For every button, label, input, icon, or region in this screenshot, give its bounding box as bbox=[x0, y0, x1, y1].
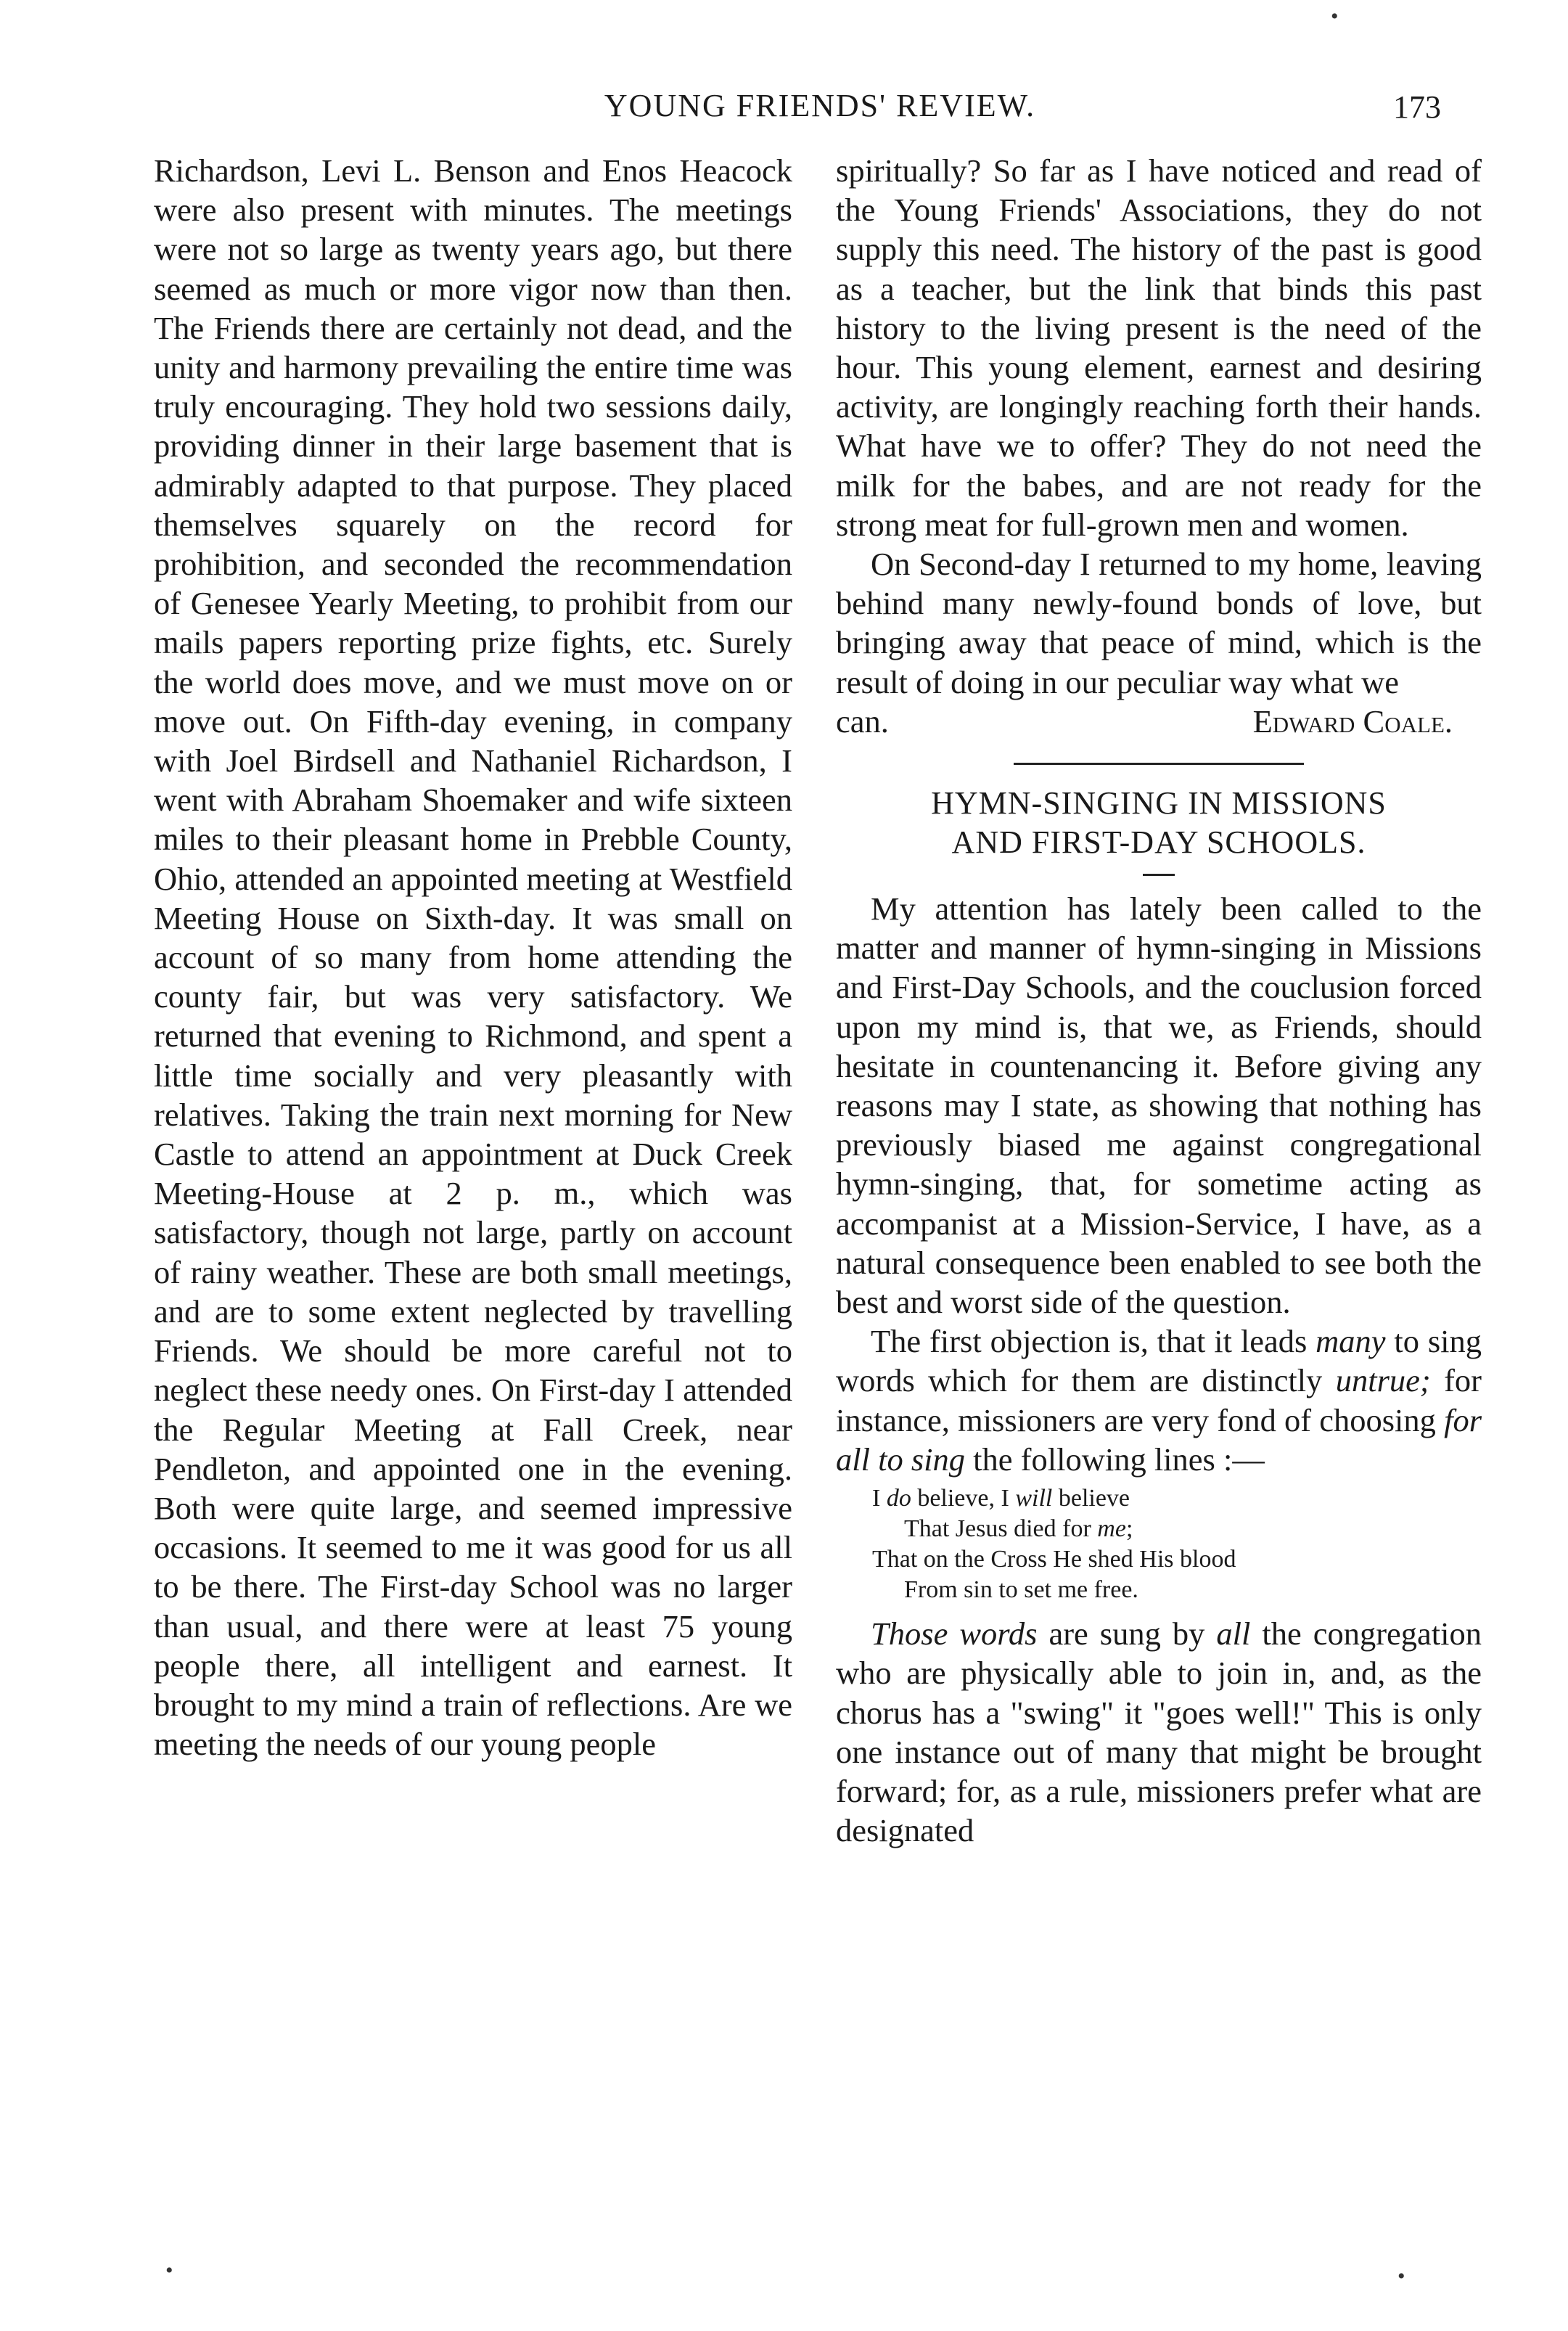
p2-text-b: to sing words which for them are distinctly bbox=[836, 1323, 1482, 1399]
print-speck: • bbox=[165, 2258, 173, 2282]
print-speck: • bbox=[1331, 4, 1339, 28]
p2-text-c: for instance, missioners are very fond of choosing bbox=[836, 1362, 1482, 1438]
article-title-line-2: AND FIRST-DAY SCHOOLS. bbox=[951, 824, 1366, 861]
title-divider bbox=[1143, 874, 1175, 876]
hymn-verse bbox=[872, 1483, 1482, 1605]
author-signature: Edward Coale. bbox=[1252, 702, 1453, 740]
journal-title: YOUNG FRIENDS' REVIEW. bbox=[604, 88, 1036, 123]
verse-2a: That Jesus died for bbox=[904, 1515, 1091, 1543]
p2-emphasis-for-all: for all to sing bbox=[836, 1401, 1482, 1478]
p2-text-d: the following lines :— bbox=[973, 1441, 1265, 1478]
p3-text-a: are sung by bbox=[1048, 1615, 1205, 1652]
p3-text-b: the congregation who are physically able to join in, and, as the chorus has a "swing" it "goes well!" This is only one instance out of many that might be brought forward; for, as a rule, missioners prefer what are designated bbox=[836, 1615, 1482, 1849]
article-title-line-1: HYMN-SINGING IN MISSIONS bbox=[931, 785, 1387, 822]
verse-2b: ; bbox=[1125, 1515, 1133, 1543]
verse-1b: believe, I bbox=[917, 1485, 1009, 1512]
article-paragraph-2 bbox=[836, 1322, 1482, 1479]
closing-text: On Second-day I returned to my home, leaving behind many newly-found bonds of love, but bringing away that peace of mind, which is the result of doing in our peculiar way what we bbox=[836, 546, 1482, 700]
section-divider bbox=[1014, 763, 1304, 765]
signoff-line bbox=[836, 702, 1482, 741]
page-number: 173 bbox=[1393, 89, 1441, 125]
verse-1-do: do bbox=[886, 1485, 911, 1512]
running-head bbox=[0, 87, 1568, 131]
verse-line-4: From sin to set me free. bbox=[904, 1576, 1138, 1604]
verse-line-3: That on the Cross He shed His blood bbox=[872, 1546, 1236, 1573]
p2-emphasis-untrue: untrue; bbox=[1335, 1362, 1431, 1399]
p3-emphasis-all: all bbox=[1216, 1615, 1251, 1652]
print-speck: • bbox=[1397, 2264, 1405, 2288]
verse-1a: I bbox=[872, 1485, 881, 1512]
travel-report-paragraph: Richardson, Levi L. Benson and Enos Heacock were also present with minutes. The meetings were not so large as twenty years ago, but there seemed as much or more vigor now than then. The Friends there are certainly not dead, and the unity and harmony prevailing the entire time was truly encouraging. They hold two sessions daily, providing dinner in their large basement that is admirably adapted to that purpose. They placed themselves squarely on the record for prohibition, and seconded the recommendation of Genesee Yearly Meeting, to prohibit from our mails papers reporting prize fights, etc. Surely the world does move, and we must move on or move out. On Fifth-day evening, in company with Joel Birdsell and Nathaniel Richardson, I went with Abraham Shoemaker and wife sixteen miles to their pleasant home in Prebble County, Ohio, attended an appointed meeting at Westfield Meeting House on Sixth-day. It was small on account of so many from home attending the county fair, but was very satisfactory. We returned that evening to Richmond, and spent a little time socially and very pleasantly with relatives. Taking the train next morning for New Castle to attend an appointment at Duck Creek Meeting-House at 2 p. m., which was satisfactory, though not large, partly on account of rainy weather. These are both small meetings, and are to some extent neglected by travelling Friends. We should be more careful not to neglect these needy ones. On First-day I attended the Regular Meeting at Fall Creek, near Pendleton, and appointed one in the evening. Both were quite large, and seemed impressive occasions. It seemed to me it was good for us all to be there. The First-day School was no larger than usual, and there were at least 75 young people there, all intelligent and earnest. It brought to my mind a train of reflections. Are we meeting the needs of our young people bbox=[154, 152, 792, 1763]
verse-1c: believe bbox=[1058, 1485, 1130, 1512]
closing-last-word: can. bbox=[836, 702, 889, 740]
article-paragraph-3 bbox=[836, 1614, 1482, 1850]
verse-2-me: me bbox=[1097, 1515, 1126, 1543]
right-column bbox=[836, 151, 1482, 1850]
verse-line-2 bbox=[872, 1514, 1482, 1544]
verse-line-1 bbox=[872, 1483, 1482, 1514]
p2-emphasis-many: many bbox=[1315, 1323, 1386, 1360]
p2-text-a: The first objection is, that it leads bbox=[871, 1323, 1308, 1360]
closing-paragraph bbox=[836, 544, 1482, 702]
article-paragraph-1: My attention has lately been called to the matter and manner of hymn-singing in Missions and First-Day Schools, and the couclusion forced upon my mind is, that we, as Friends, should hesitate in countenancing it. Before giving any reasons may I state, as showing that nothing has previously biased me against congregational hymn-singing, that, for sometime acting as accompanist at a Mission-Service, I have, as a natural consequence been enabled to see both the best and worst side of the question. bbox=[836, 890, 1482, 1321]
continuation-paragraph: spiritually? So far as I have noticed and read of the Young Friends' Associations, they do not supply this need. The history of the past is good as a teacher, but the link that binds this past history to the living present is the need of the hour. This young element, earnest and desiring activity, are longingly reaching forth their hands. What have we to offer? They do not need the milk for the babes, and are not ready for the strong meat for full-grown men and women. bbox=[836, 152, 1482, 543]
p3-emphasis-those-words: Those words bbox=[871, 1615, 1038, 1652]
verse-1-will: will bbox=[1015, 1485, 1053, 1512]
left-column bbox=[154, 151, 792, 1763]
